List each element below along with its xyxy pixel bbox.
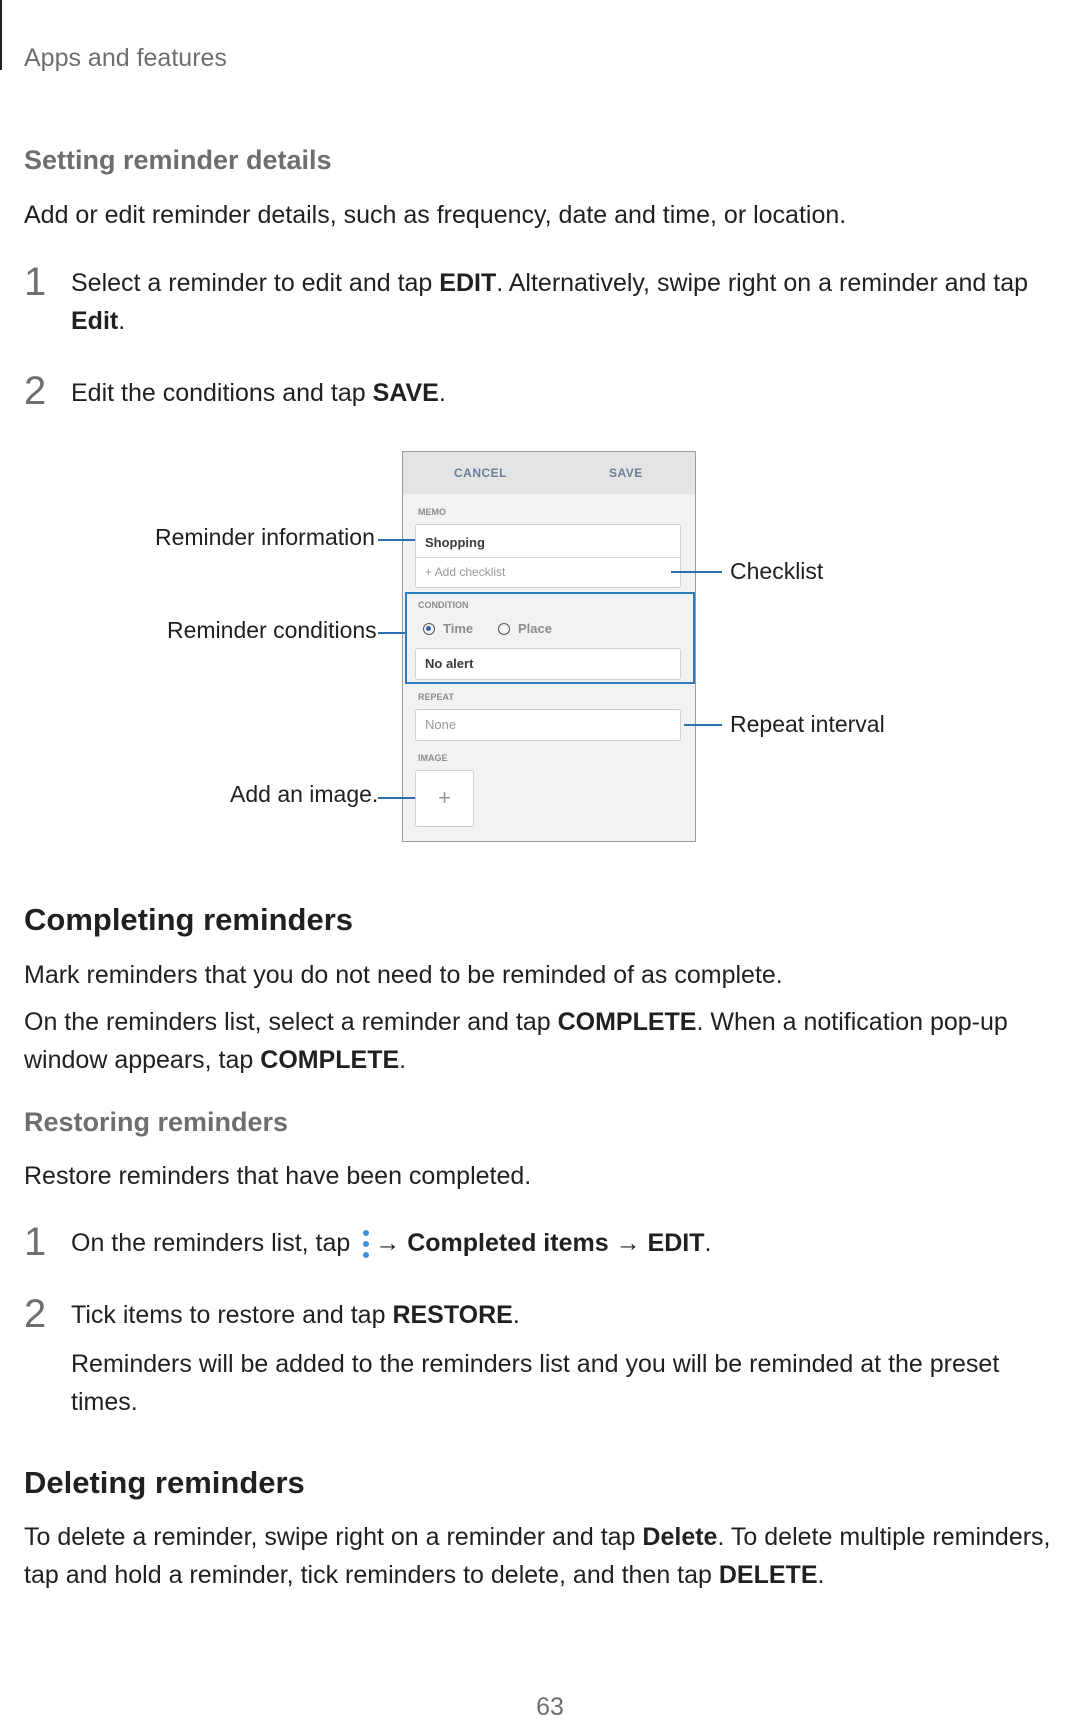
completing-title: Completing reminders [24, 902, 353, 937]
completing-p1: Mark reminders that you do not need to be reminded of as complete. [24, 961, 783, 989]
step-number: 2 [24, 369, 47, 413]
step-number: 1 [24, 1220, 47, 1264]
step-number: 1 [24, 260, 47, 304]
field-divider [416, 557, 680, 558]
callout-line [671, 571, 722, 573]
section-header: Apps and features [24, 44, 227, 72]
restoring-step-2: Tick items to restore and tap RESTORE. [71, 1301, 520, 1329]
callout-line [684, 724, 722, 726]
delete-keyword: DELETE [718, 1561, 818, 1589]
time-option[interactable]: Time [443, 621, 474, 636]
add-image-button[interactable]: + [415, 770, 474, 827]
completed-items-keyword: Completed items [407, 1229, 609, 1257]
edit-keyword: Edit [71, 307, 119, 335]
restoring-intro: Restore reminders that have been completed. [24, 1162, 532, 1190]
setting-intro: Add or edit reminder details, such as frequency, date and time, or location. [24, 201, 847, 229]
conditions-highlight [405, 592, 695, 684]
setting-step-1: Select a reminder to edit and tap EDIT. Alternatively, swipe right on a reminder and tap Edit. [71, 269, 1028, 335]
restoring-title: Restoring reminders [24, 1107, 289, 1137]
memo-field[interactable] [415, 524, 681, 588]
place-option[interactable]: Place [518, 621, 552, 636]
step-number: 2 [24, 1292, 47, 1336]
callout-line [378, 797, 415, 799]
cancel-button[interactable]: CANCEL [454, 466, 507, 480]
add-checklist-button[interactable]: + Add checklist [425, 565, 506, 579]
callout-checklist: Checklist [730, 558, 824, 584]
delete-keyword: Delete [642, 1523, 718, 1551]
setting-title: Setting reminder details [24, 145, 332, 175]
callout-reminder-conditions: Reminder conditions [167, 617, 377, 643]
setting-step-2: Edit the conditions and tap SAVE. [71, 379, 446, 407]
edit-keyword: EDIT [647, 1229, 705, 1257]
callout-line [378, 632, 405, 634]
repeat-field[interactable]: None [415, 709, 681, 741]
repeat-label: REPEAT [418, 692, 454, 702]
restoring-step-1: On the reminders list, tap → Completed items → EDIT. [71, 1224, 1061, 1262]
edit-keyword: EDIT [439, 269, 497, 297]
alert-field[interactable]: No alert [415, 648, 681, 680]
callout-add-image: Add an image. [230, 781, 379, 807]
image-label: IMAGE [418, 753, 448, 763]
deleting-paragraph: To delete a reminder, swipe right on a reminder and tap Delete. To delete multiple reminders, tap and hold a reminder, tick reminders to delete, and then tap DELETE. [24, 1523, 1051, 1589]
complete-keyword: COMPLETE [260, 1046, 400, 1074]
save-keyword: SAVE [372, 379, 439, 407]
memo-label: MEMO [418, 507, 446, 517]
deleting-title: Deleting reminders [24, 1465, 305, 1500]
corner-rule [0, 0, 2, 70]
save-button[interactable]: SAVE [609, 466, 643, 480]
callout-reminder-information: Reminder information [155, 524, 375, 550]
more-options-icon[interactable] [361, 1229, 371, 1259]
memo-value: Shopping [425, 535, 485, 550]
completing-p2: On the reminders list, select a reminder and tap COMPLETE. When a notification pop-up window appears, tap COMPLETE. [24, 1008, 1008, 1074]
callout-repeat-interval: Repeat interval [730, 711, 885, 737]
complete-keyword: COMPLETE [557, 1008, 697, 1036]
condition-label: CONDITION [418, 600, 469, 610]
callout-line [378, 539, 415, 541]
page-number: 63 [536, 1693, 564, 1721]
action-bar [403, 452, 695, 494]
restoring-note: Reminders will be added to the reminders list and you will be reminded at the preset times. [71, 1350, 1000, 1416]
restore-keyword: RESTORE [392, 1301, 513, 1329]
